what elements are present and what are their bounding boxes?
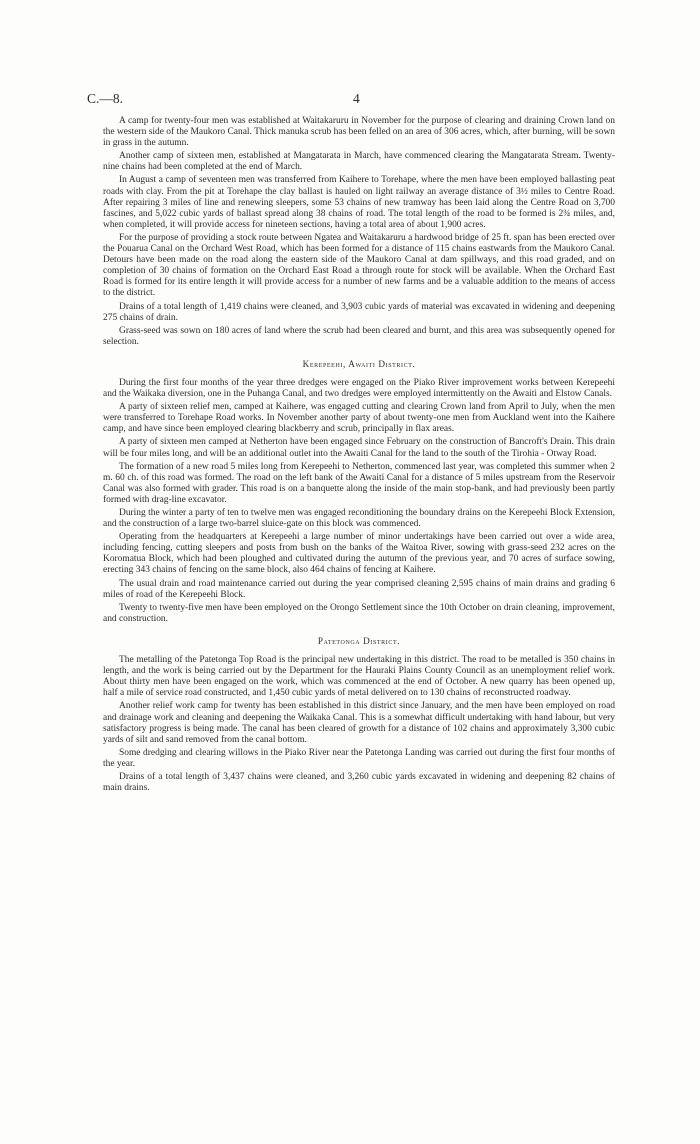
paragraph: Operating from the headquarters at Kerepeehi a large number of minor undertakings have been carried out over a wide area, including fencing, cutting sleepers and posts from bush on the banks of the Waitoa River, sowing with grass-seed 232 acres on the Koromatua Block, which had been ploughed and cultivated during the autumn of the previous year, and 70 acres of surface sowing, erecting 343 chains of fencing on the same block, also 464 chains of fencing at Kaihere. — [103, 532, 615, 576]
section-heading-patetonga: Patetonga District. — [317, 635, 401, 646]
paragraph: Drains of a total length of 1,419 chains were cleaned, and 3,903 cubic yards of material was excavated in widening and deepening 275 chains of drain. — [103, 301, 615, 323]
paragraph: For the purpose of providing a stock route between Ngatea and Waitakaruru a hardwood bridge of 25 ft. span has been erected over the Pouarua Canal on the Orchard West Road, which has been formed for a distance of 115 chains eastwards from the Maukoro Canal. Detours have been made on the road along the eastern side of the Maukoro Canal at dam spillways, and this road graded, and on completion of 30 chains of formation on the Orchard East Road a through route for stock will be available. When the Orchard East Road is formed for its entire length it will provide access for a number of new farms and be a valuable addition to the means of access to the district. — [103, 232, 615, 299]
paragraph: The usual drain and road maintenance carried out during the year comprised cleaning 2,595 chains of main drains and grading 6 miles of road of the Kerepeehi Block. — [103, 578, 615, 600]
page-number: 4 — [353, 91, 360, 106]
paragraph: The metalling of the Patetonga Top Road is the principal new undertaking in this district. The road to be metalled is 350 chains in length, and the work is being carried out by the Department for the Hauraki Plains County Council as an unemployment relief work. About thirty men have been engaged on the work, which was commenced at the end of October. A new quarry has been opened up, half a mile of service road constructed, and 1,450 cubic yards of metal delivered on to 130 chains of reconstructed roadway. — [103, 655, 615, 699]
document-reference: C.—8. — [87, 91, 124, 106]
paragraph: A party of sixteen relief men, camped at Kaihere, was engaged cutting and clearing Crown land from April to July, when the men were transferred to Torehape Road works. In November another party of about twenty-one men from Auckland went into the Kaihere camp, and have since been employed clearing blackberry and scrub, principally in flax areas. — [103, 402, 615, 435]
section-heading-kerepeehi: Kerepeehi, Awaiti District. — [302, 358, 416, 369]
paragraph: A camp for twenty-four men was established at Waitakaruru in November for the purpose of clearing and draining Crown land on the western side of the Maukoro Canal. Thick manuka scrub has been felled on an area of 306 acres, which, after burning, will be sown in grass in the autumn. — [103, 116, 615, 149]
paragraph: The formation of a new road 5 miles long from Kerepeehi to Netherton, commenced last year, was completed this summer when 2 m. 60 ch. of this road was formed. The road on the left bank of the Awaiti Canal for a distance of 5 miles upstream from the Reservoir Canal was also formed with grader. This road is on a banquette along the inside of the main stop-bank, and had previously been partly formed with drag-line excavator. — [103, 461, 615, 505]
paragraph: In August a camp of seventeen men was transferred from Kaihere to Torehape, where the men have been employed ballasting peat roads with clay. From the pit at Torehape the clay ballast is hauled on light railway an average distance of 3½ miles to Centre Road. After repairing 3 miles of line and renewing sleepers, some 53 chains of new tramway has been laid along the Centre Road on 3,700 fascines, and 5,022 cubic yards of ballast spread along 38 chains of road. The total length of the road to be formed is 2¾ miles, and, when completed, it will provide access for nineteen sections, having a total area of about 1,900 acres. — [103, 175, 615, 230]
paragraph: Drains of a total length of 3,437 chains were cleaned, and 3,260 cubic yards excavated in widening and deepening 82 chains of main drains. — [103, 771, 615, 794]
page-body — [103, 116, 615, 796]
paragraph: Some dredging and clearing willows in the Piako River near the Patetonga Landing was carried out during the first four months of the year. — [103, 747, 615, 769]
paragraph: Another relief work camp for twenty has been established in this district since January, and the men have been employed on road and drainage work and cleaning and deepening the Waikaka Canal. This is a somewhat difficult undertaking with hand labour, but very satisfactory progress is being made. The canal has been cleared of growth for a distance of 102 chains and approximately 3,300 cubic yards of silt and sand removed from the canal bottom. — [103, 701, 615, 745]
paragraph: Grass-seed was sown on 180 acres of land where the scrub had been cleared and burnt, and this area was subsequently opened for selection. — [103, 325, 615, 347]
paragraph: During the first four months of the year three dredges were engaged on the Piako River improvement works between Kerepeehi and the Waikaka diversion, one in the Puhanga Canal, and two dredges were employed intermittently on the Awaiti and Elstow Canals. — [103, 377, 615, 400]
paragraph: During the winter a party of ten to twelve men was engaged reconditioning the boundary drains on the Kerepeehi Block Extension, and the construction of a large two-barrel sluice-gate on this block was commenced. — [103, 508, 615, 530]
paragraph: Twenty to twenty-five men have been employed on the Orongo Settlement since the 10th October on drain cleaning, improvement, and construction. — [103, 602, 615, 624]
paragraph: Another camp of sixteen men, established at Mangatarata in March, have commenced clearing the Mangatarata Stream. Twenty-nine chains had been completed at the end of March. — [103, 151, 615, 173]
paragraph: A party of sixteen men camped at Netherton have been engaged since February on the construction of Bancroft's Drain. This drain will be four miles long, and will be an additional outlet into the Awaiti Canal for the land to the south of the Tirohia - Otway Road. — [103, 437, 615, 459]
